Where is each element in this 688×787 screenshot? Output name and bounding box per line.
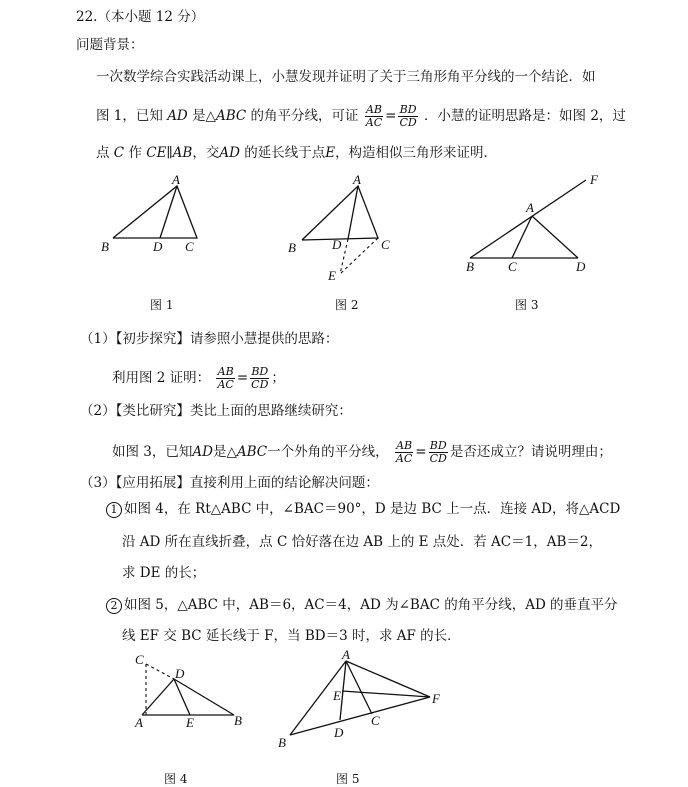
part2-text: 是△: [212, 444, 237, 460]
part2-text: 如图 3，已知: [112, 444, 193, 460]
fig3-label-a: A: [526, 200, 534, 215]
intro-text: 的角平分线，可证: [250, 108, 359, 124]
ratio-ab-ac: [216, 366, 234, 391]
part2-text: 一个外角的平分线，: [267, 444, 389, 460]
intro-text: 是△: [192, 108, 216, 124]
frac-num: AB: [396, 439, 413, 452]
part2-question: 如图 3，已知AD是△ABC一个外角的平分线， $\frac{AB}{AC}$ = $\frac{BD}{CD}$ 是否还成立？请说明理由；: [112, 439, 612, 465]
frac-den: CD: [251, 378, 269, 391]
ratio-bd-cd: [398, 104, 417, 129]
fig4-line-db: [174, 679, 234, 715]
fig2-parallel-ce: [340, 238, 378, 274]
fig5-label-f: F: [432, 691, 440, 706]
fig1-label-b: B: [101, 239, 109, 254]
fig3-label-c: C: [508, 259, 517, 274]
fig4-label-b: B: [234, 713, 242, 728]
figure-3: [462, 172, 612, 277]
part2-text: 是否还成立？请说明理由；: [449, 444, 612, 460]
fig5-label-a: A: [342, 647, 350, 662]
background-title: 问题背景：: [76, 37, 144, 53]
intro-var: C: [113, 145, 125, 161]
intro-var: CE∥AB: [146, 145, 193, 161]
part1-proof-text: ；: [271, 370, 285, 386]
fig5-side-ac: [346, 661, 372, 714]
part3-label: （3）【应用拓展】直接利用上面的结论解决问题：: [80, 475, 379, 491]
part2-label: （2）【类比研究】类比上面的思路继续研究：: [80, 403, 352, 419]
q2-text: 如图 5，△ABC 中，AB＝6，AC＝4，AD 为∠BAC 的角平分线，AD 的垂直平分: [124, 597, 618, 613]
ratio-bd-cd: [429, 440, 448, 465]
ratio-ab-ac: [365, 104, 383, 129]
fig3-label-d: D: [576, 259, 586, 274]
frac-num: AB: [217, 365, 234, 378]
part2-var: AD: [192, 444, 213, 460]
fig1-label-d: D: [153, 239, 163, 254]
fig1-label-a: A: [172, 172, 180, 187]
intro-text: 点: [96, 145, 110, 161]
intro-line-3: [96, 144, 497, 162]
fig2-label-e: E: [328, 268, 336, 283]
fig4-line-ad: [142, 679, 174, 715]
fig5-caption: 图 5: [336, 772, 360, 786]
frac-den: CD: [429, 452, 447, 465]
frac-den: AC: [395, 452, 413, 465]
part3-q2-line2: 线 EF 交 BC 延长线于 F，当 BD＝3 时，求 AF 的长．: [122, 628, 461, 644]
q1-number-badge: 1: [106, 502, 122, 518]
q1-text: 如图 4，在 Rt△ABC 中，∠BAC＝90°，D 是边 BC 上一点．连接 AD，将△ACD: [124, 501, 621, 517]
ratio-ab-ac: [395, 440, 413, 465]
fig5-label-d: D: [334, 725, 344, 740]
intro-var: ABC: [215, 108, 247, 124]
intro-text: 图 1，已知: [96, 108, 163, 124]
fig1-triangle: [113, 186, 197, 238]
intro-var: E: [325, 145, 336, 161]
fig4-caption: 图 4: [164, 772, 188, 786]
fig1-caption: 图 1: [150, 298, 174, 312]
figure-5: [272, 645, 452, 755]
frac-num: AB: [365, 103, 382, 116]
fig4-label-d: D: [175, 666, 185, 681]
fig2-label-d: D: [332, 237, 342, 252]
part3-q1-line2: 沿 AD 所在直线折叠，点 C 恰好落在边 AB 上的 E 点处．若 AC＝1，AB＝2，: [122, 534, 602, 550]
fig3-caption: 图 3: [515, 298, 539, 312]
fig5-label-b: B: [278, 735, 286, 750]
fig2-label-a: A: [353, 172, 361, 187]
fig2-label-b: B: [288, 240, 296, 255]
frac-num: BD: [251, 365, 269, 378]
fig4-label-a: A: [135, 715, 143, 730]
frac-num: BD: [429, 439, 447, 452]
frac-den: AC: [217, 378, 234, 391]
fig4-label-c: C: [135, 652, 144, 667]
fig3-label-b: B: [466, 259, 474, 274]
fig1-label-c: C: [185, 239, 194, 254]
fig2-triangle: [302, 186, 378, 240]
problem-header: 22.（本小题 12 分）: [76, 9, 205, 25]
part3-q1-line3: 求 DE 的长；: [122, 565, 206, 581]
intro-text: ，构造相似三角形来证明．: [335, 145, 498, 161]
fig3-line-bf: [470, 180, 586, 258]
figure-2: [282, 172, 402, 287]
intro-text: ．小慧的证明思路是：如图 2，过: [424, 108, 626, 124]
fig1-bisector: [160, 186, 177, 238]
ratio-bd-cd: [250, 366, 269, 391]
fig2-label-c: C: [381, 237, 390, 252]
fig3-bisector-ad: [532, 216, 578, 258]
intro-text: 的延长线于点: [244, 145, 326, 161]
figure-1: [95, 172, 215, 262]
frac-num: BD: [399, 103, 417, 116]
fig3-label-f: F: [590, 172, 598, 187]
fig2-caption: 图 2: [335, 298, 359, 312]
part1-label: （1）【初步探究】请参照小慧提供的思路：: [80, 331, 339, 347]
fig5-label-c: C: [371, 713, 380, 728]
frac-den: AC: [365, 116, 383, 129]
part1-proof: 利用图 2 证明： $\frac{AB}{AC}$ = $\frac{BD}{CD}$ ；: [112, 365, 285, 391]
frac-den: CD: [399, 116, 417, 129]
fig4-label-e: E: [186, 715, 194, 730]
fig5-line-bf: [290, 697, 430, 735]
intro-text: 作: [128, 145, 142, 161]
part2-var: ABC: [236, 444, 268, 460]
fig4-side-cd: [146, 664, 174, 679]
figure-4: [130, 652, 255, 732]
intro-line-1: 一次数学综合实践活动课上，小慧发现并证明了关于三角形角平分线的一个结论．如: [96, 69, 596, 85]
fig5-label-e: E: [333, 688, 341, 703]
part1-proof-text: 利用图 2 证明：: [112, 370, 211, 386]
intro-var: AD: [167, 108, 188, 124]
part3-q1-line1: [106, 500, 620, 518]
intro-var: AD: [219, 145, 240, 161]
part3-q2-line1: [106, 596, 618, 614]
intro-text: ，交: [192, 145, 220, 161]
q2-number-badge: 2: [106, 598, 122, 614]
intro-line-2: 图 1，已知 AD 是△ABC 的角平分线，可证 $\frac{AB}{AC}$ = $\frac{BD}{CD}$ ．小慧的证明思路是：如图 2，过: [96, 103, 626, 129]
